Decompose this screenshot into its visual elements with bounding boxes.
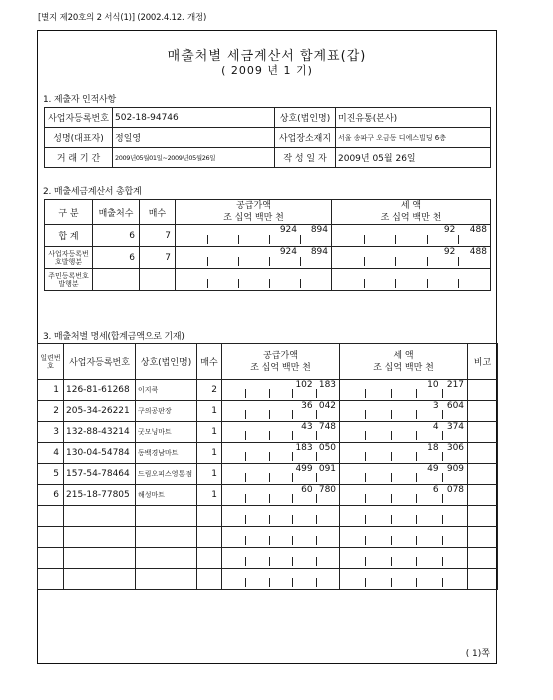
detail-no [38,548,64,569]
detail-tax [340,548,468,569]
amount-cell [245,506,268,526]
ceo-label: 성명(대표자) [45,128,113,148]
amount-cell: 183 [292,443,315,463]
amount-cell [340,401,365,421]
detail-row [38,401,498,422]
amount-cell [395,225,427,246]
amount-cell [340,527,365,547]
sheets-header: 매수 [197,344,222,380]
detail-sheets: 1 [197,485,222,506]
amount-cell [222,485,245,505]
detail-tax [340,506,468,527]
amount-cell [316,569,339,589]
amount-cell [269,506,292,526]
detail-note [468,527,498,548]
amount-cell: 042 [316,401,339,421]
supply-header [222,344,340,380]
supply-header-label: 공급가액 [236,201,271,211]
amount-cell: 4 [416,422,441,442]
amount-cell [365,506,390,526]
buyers-header: 매출처수 [93,200,140,225]
detail-no [38,527,64,548]
amount-cell [222,548,245,568]
amount-cell: 078 [442,485,467,505]
summary-tax [332,247,491,269]
amount-cell [222,506,245,526]
amount-cell [222,527,245,547]
summary-buyers [93,269,140,291]
detail-tax [340,422,468,443]
detail-note [468,548,498,569]
amount-cell [395,269,427,290]
company-label: 상호(법인명) [275,108,336,128]
detail-note [468,506,498,527]
amount-cell [442,506,467,526]
detail-row [38,506,498,527]
detail-reg-no: 130-04-54784 [64,443,136,464]
amount-cell [269,527,292,547]
form-frame [37,30,497,664]
amount-cell [292,506,315,526]
detail-company: 이지쿡 [136,380,197,401]
detail-row [38,527,498,548]
detail-reg-no [64,569,136,590]
detail-no: 1 [38,380,64,401]
amount-cell [245,548,268,568]
period-label: 거 래 기 간 [45,148,113,168]
form-header: [별지 제20호의 2 서식(1)] (2002.4.12. 개정) [38,13,207,23]
summary-row [45,225,491,247]
amount-cell [245,485,268,505]
section1-heading: 1. 제출자 인적사항 [43,95,116,105]
amount-cell [391,506,416,526]
detail-reg-no: 205-34-26221 [64,401,136,422]
amount-cell: 748 [316,422,339,442]
summary-label: 주민등록번호발행분 [45,269,93,291]
amount-cell [269,380,292,400]
amount-cell [416,569,441,589]
detail-tax [340,527,468,548]
detail-supply [222,569,340,590]
amount-cell [340,485,365,505]
detail-tax [340,380,468,401]
detail-tax [340,401,468,422]
detail-sheets [197,569,222,590]
reg-no-value: 502-18-94746 [113,108,275,128]
detail-no [38,506,64,527]
amount-cell [176,269,207,290]
amount-cell [416,527,441,547]
summary-label: 합 계 [45,225,93,247]
amount-cell [365,380,390,400]
amount-cell [442,527,467,547]
summary-tax [332,225,491,247]
supply-units: 조 십억 백만 천 [223,213,284,223]
amount-cell [365,548,390,568]
supply-units: 조 십억 백만 천 [250,362,311,373]
amount-cell [245,464,268,484]
detail-row [38,485,498,506]
reg-no-label: 사업자등록번호 [45,108,113,128]
amount-cell: 102 [292,380,315,400]
amount-cell: 050 [316,443,339,463]
amount-cell: 60 [292,485,315,505]
amount-cell [427,269,459,290]
amount-cell [300,269,331,290]
details-table [37,343,498,590]
detail-reg-no [64,506,136,527]
amount-cell: 604 [442,401,467,421]
amount-cell [332,269,364,290]
amount-cell [245,380,268,400]
tax-header-label: 세 액 [393,350,414,361]
detail-supply [222,527,340,548]
amount-cell [365,569,390,589]
detail-company [136,506,197,527]
name-header: 상호(법인명) [136,344,197,380]
amount-cell [364,269,396,290]
amount-cell [269,422,292,442]
detail-row [38,422,498,443]
summary-sheets: 7 [140,225,176,247]
detail-company: 구의공판장 [136,401,197,422]
amount-cell [316,506,339,526]
detail-company [136,527,197,548]
amount-cell [391,548,416,568]
detail-tax [340,569,468,590]
amount-cell [269,269,300,290]
detail-supply [222,506,340,527]
detail-supply [222,443,340,464]
detail-row [38,464,498,485]
detail-sheets: 1 [197,401,222,422]
amount-cell [340,464,365,484]
amount-cell [416,506,441,526]
date-value: 2009년 05월 26일 [336,148,491,168]
detail-note [468,464,498,485]
detail-company [136,569,197,590]
detail-note [468,422,498,443]
amount-cell [207,269,238,290]
date-label: 작 성 일 자 [275,148,336,168]
amount-cell [340,380,365,400]
detail-company: 동백경남마트 [136,443,197,464]
tax-units: 조 십억 백만 천 [380,213,442,223]
page-subtitle: ( 2009 년 1 기) [221,64,313,77]
reg-header: 사업자등록번호 [64,344,136,380]
detail-sheets [197,548,222,569]
amount-cell [365,485,390,505]
amount-cell [391,569,416,589]
section2-heading: 2. 매출세금계산서 총합계 [43,187,142,197]
submitter-row [45,128,491,148]
detail-no: 6 [38,485,64,506]
amount-cell [332,247,364,268]
amount-cell [222,569,245,589]
amount-cell [365,443,390,463]
detail-row [38,443,498,464]
amount-cell [269,548,292,568]
amount-cell [364,225,396,246]
detail-no: 2 [38,401,64,422]
submitter-row [45,108,491,128]
sheets-header: 매수 [140,200,176,225]
amount-cell: 18 [416,443,441,463]
amount-cell: 217 [442,380,467,400]
summary-buyers: 6 [93,247,140,269]
summary-buyers: 6 [93,225,140,247]
amount-cell [292,548,315,568]
detail-supply [222,422,340,443]
amount-cell [238,269,269,290]
amount-cell [365,422,390,442]
amount-cell: 92 [427,225,459,246]
amount-cell [245,527,268,547]
submitter-row [45,148,491,168]
amount-cell: 924 [269,247,300,268]
detail-supply [222,464,340,485]
amount-cell: 374 [442,422,467,442]
amount-cell [332,225,364,246]
amount-cell [391,401,416,421]
detail-note [468,401,498,422]
detail-company: 드림오피스영통점 [136,464,197,485]
tax-units: 조 십억 백만 천 [373,362,434,373]
detail-row [38,380,498,401]
summary-row [45,269,491,291]
detail-supply [222,401,340,422]
company-value: 미진유통(본사) [336,108,491,128]
amount-cell [269,443,292,463]
amount-cell: 49 [416,464,441,484]
amount-cell [442,569,467,589]
amount-cell: 488 [458,247,490,268]
amount-cell: 306 [442,443,467,463]
detail-note [468,569,498,590]
amount-cell [292,569,315,589]
summary-label: 사업자등록번호발행분 [45,247,93,269]
period-value: 2009년05월01일~2009년05월26일 [113,148,275,168]
supply-header [176,200,332,225]
detail-supply [222,548,340,569]
amount-cell: 499 [292,464,315,484]
amount-cell [391,485,416,505]
amount-cell: 924 [269,225,300,246]
detail-supply [222,485,340,506]
detail-company [136,548,197,569]
summary-header-row [45,200,491,225]
detail-no [38,569,64,590]
amount-cell [222,380,245,400]
amount-cell: 091 [316,464,339,484]
submitter-table [44,107,491,168]
amount-cell [364,247,396,268]
detail-no: 3 [38,422,64,443]
amount-cell [365,464,390,484]
page-title: 매출처별 세금계산서 합계표(갑) [167,49,367,64]
summary-supply [176,247,332,269]
no-header: 일련번호 [38,344,64,380]
summary-table [44,199,491,291]
amount-cell [391,443,416,463]
amount-cell [269,485,292,505]
address-value: 서울 송파구 오금동 디에스빌딩 6층 [336,128,491,148]
detail-company: 해성마트 [136,485,197,506]
detail-tax [340,464,468,485]
detail-reg-no [64,527,136,548]
amount-cell [222,464,245,484]
detail-tax [340,443,468,464]
detail-no: 5 [38,464,64,485]
detail-row [38,569,498,590]
amount-cell [292,527,315,547]
amount-cell [207,225,238,246]
amount-cell [395,247,427,268]
amount-cell [269,401,292,421]
amount-cell [238,247,269,268]
amount-cell [222,401,245,421]
tax-header-label: 세 액 [400,201,422,211]
amount-cell [245,401,268,421]
amount-cell [238,225,269,246]
detail-sheets: 1 [197,464,222,485]
detail-reg-no [64,548,136,569]
amount-cell [245,443,268,463]
detail-sheets [197,506,222,527]
detail-sheets: 1 [197,422,222,443]
detail-tax [340,485,468,506]
summary-supply [176,225,332,247]
summary-sheets: 7 [140,247,176,269]
tax-header [332,200,491,225]
amount-cell: 6 [416,485,441,505]
amount-cell: 780 [316,485,339,505]
detail-note [468,443,498,464]
address-label: 사업장소재지 [275,128,336,148]
amount-cell [391,422,416,442]
page-number: ( 1)쪽 [465,649,490,659]
amount-cell [340,443,365,463]
amount-cell [442,548,467,568]
detail-note [468,380,498,401]
amount-cell: 894 [300,247,331,268]
amount-cell [176,247,207,268]
amount-cell [391,527,416,547]
amount-cell [245,569,268,589]
detail-reg-no: 215-18-77805 [64,485,136,506]
detail-supply [222,380,340,401]
summary-supply [176,269,332,291]
summary-tax [332,269,491,291]
amount-cell [416,548,441,568]
amount-cell [316,527,339,547]
amount-cell [269,464,292,484]
amount-cell [391,464,416,484]
amount-cell [340,506,365,526]
supply-header-label: 공급가액 [263,350,298,361]
detail-company: 굿모닝마트 [136,422,197,443]
amount-cell [340,548,365,568]
amount-cell [340,569,365,589]
gubun-header: 구 분 [45,200,93,225]
amount-cell [340,422,365,442]
amount-cell: 909 [442,464,467,484]
amount-cell [365,527,390,547]
amount-cell: 43 [292,422,315,442]
amount-cell [176,225,207,246]
amount-cell [316,548,339,568]
note-header: 비고 [468,344,498,380]
detail-row [38,548,498,569]
detail-reg-no: 126-81-61268 [64,380,136,401]
detail-no: 4 [38,443,64,464]
detail-sheets: 2 [197,380,222,401]
amount-cell: 894 [300,225,331,246]
summary-sheets [140,269,176,291]
details-header-row [38,344,498,380]
amount-cell: 3 [416,401,441,421]
amount-cell [269,569,292,589]
summary-row [45,247,491,269]
amount-cell [458,269,490,290]
detail-sheets [197,527,222,548]
detail-reg-no: 132-88-43214 [64,422,136,443]
detail-note [468,485,498,506]
amount-cell: 36 [292,401,315,421]
detail-reg-no: 157-54-78464 [64,464,136,485]
detail-sheets: 1 [197,443,222,464]
ceo-value: 정일영 [113,128,275,148]
amount-cell [222,443,245,463]
amount-cell [391,380,416,400]
amount-cell: 488 [458,225,490,246]
amount-cell [245,422,268,442]
amount-cell [365,401,390,421]
tax-header [340,344,468,380]
amount-cell [222,422,245,442]
section3-heading: 3. 매출처별 명세(합계금액으로 기재) [43,332,185,342]
amount-cell: 92 [427,247,459,268]
amount-cell [207,247,238,268]
amount-cell: 183 [316,380,339,400]
amount-cell: 10 [416,380,441,400]
